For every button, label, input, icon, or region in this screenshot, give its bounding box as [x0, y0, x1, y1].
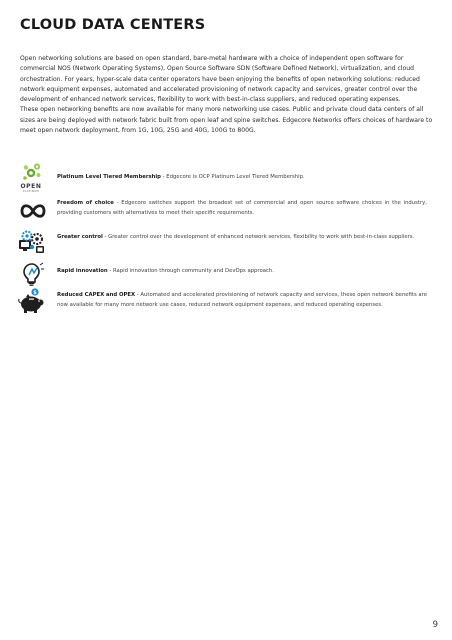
page-number: 9: [432, 620, 438, 630]
benefit-description: - Greater control over the development of enhanced network services, flexibility to work with best-in-class suppliers.: [102, 234, 415, 240]
infinity-icon: [18, 197, 56, 231]
benefit-text: [57, 173, 427, 183]
piggy-bank-icon: [18, 287, 56, 321]
benefit-title: Greater control: [57, 234, 103, 240]
intro-section: [20, 54, 433, 136]
benefit-description: - Edgecore switches support the broadest set of commercial and open source software choices in the industry, providing customers with alternatives to meet their specific requirements.: [57, 200, 427, 216]
intro-paragraph: These open networking benefits are now available for many more networking use cases. Public and private cloud data centers of all sizes are being deployed with network fabric built from open leaf and spine switches. Edgecore Networks offers choices of hardware to meet open network deployment, from 1G, 10G, 25G and 40G, 100G to 800G.: [20, 106, 433, 135]
benefit-title: Rapid innovation: [57, 268, 108, 274]
benefit-description: - Edgecore is OCP Platinum Level Tiered Membership.: [160, 174, 305, 180]
intro-paragraph: Open networking solutions are based on open standard, bare-metal hardware with a choice of independent open software for commercial NOS (Network Operating Systems), Open Source Software SDN (Software Defined Network), virtualization, and cloud orchestration. For years, hyper-scale data center operators have been enjoying the benefits of open networking solutions: reduced network equipment expenses, automated and accelerated provisioning of network capacity and services, greater control over the development of enhanced network services, flexibility to work with best-in-class suppliers, and reduced operating expenses.: [20, 55, 420, 104]
ocp-platinum-logo-icon: [18, 163, 56, 197]
svg-text:$: $: [33, 290, 37, 296]
benefit-text: [57, 267, 427, 277]
benefit-title: Freedom of choice: [57, 200, 114, 206]
page-title: CLOUD DATA CENTERS: [20, 17, 206, 33]
benefit-text: [57, 291, 427, 310]
benefit-text: [57, 199, 427, 218]
benefit-title: Platinum Level Tiered Membership: [57, 174, 161, 180]
ocp-logo-subtext: PLATINUM: [22, 190, 40, 193]
ocp-logo-text: OPEN: [20, 183, 42, 190]
benefit-text: [57, 233, 427, 243]
benefit-description: - Automated and accelerated provisioning of network capacity and services, these open network benefits are now available for many more network use cases, reduced network equipment expenses, and reduced operating expenses.: [57, 292, 427, 308]
benefit-title: Reduced CAPEX and OPEX: [57, 292, 136, 298]
benefit-description: - Rapid innovation through community and DevOps approach.: [107, 268, 274, 274]
gears-monitor-icon: [18, 229, 56, 263]
